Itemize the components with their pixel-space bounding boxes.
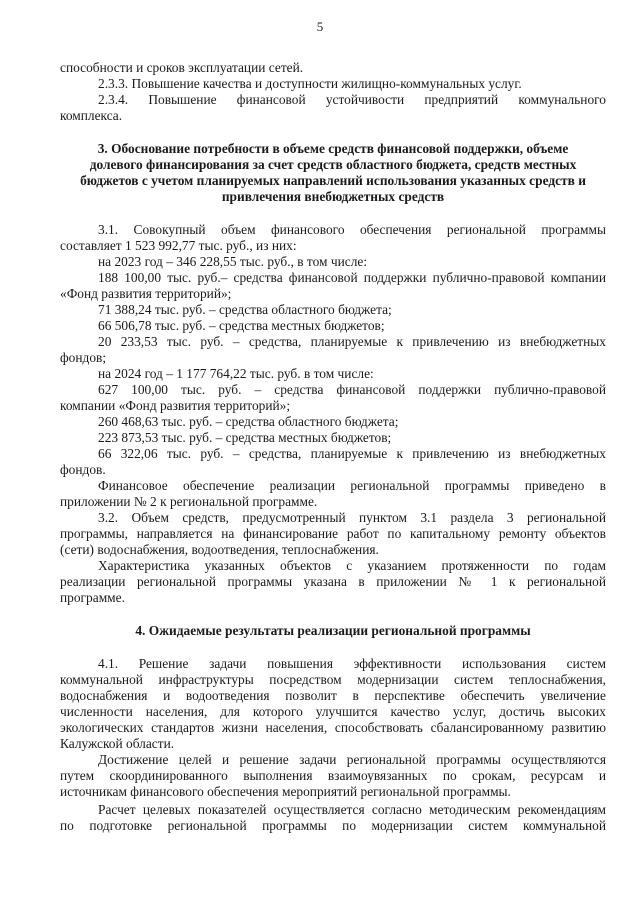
text-line: 66 322,06 тыс. руб. – средства, планируемые к привлечению из внебюджетных (98, 446, 606, 461)
text-line: Характеристика указанных объектов с указанием протяженности по годам (98, 558, 606, 573)
text-line: фондов; (60, 350, 107, 365)
text-line: Калужской области. (60, 736, 175, 751)
section-heading-line: 4. Ожидаемые результаты реализации региональной программы (135, 623, 531, 638)
text-line: составляет 1 523 992,77 тыс. руб., из них: (60, 238, 297, 253)
text-line: (сети) водоснабжения, водоотведения, теплоснабжения. (60, 542, 379, 557)
page-number: 5 (316, 19, 324, 34)
text-line: способности и сроков эксплуатации сетей. (60, 60, 304, 75)
text-line: 66 506,78 тыс. руб. – средства местных бюджетов; (98, 318, 385, 333)
text-line: источникам финансового обеспечения мероприятий региональной программы. (60, 784, 511, 799)
text-line: «Фонд развития территорий»; (60, 286, 232, 301)
text-line: экологических стандартов жизни населения, способствовать сбалансированному развитию (60, 720, 606, 735)
text-line: 20 233,53 тыс. руб. – средства, планируемые к привлечению из внебюджетных (98, 334, 606, 349)
text-line: Расчет целевых показателей осуществляется согласно методическим рекомендациям (98, 802, 606, 817)
text-line: фондов. (60, 462, 106, 477)
text-line: 2.3.4. Повышение финансовой устойчивости предприятий коммунального (98, 92, 606, 107)
text-line: 3.2. Объем средств, предусмотренный пунктом 3.1 раздела 3 региональной (98, 510, 606, 525)
text-line: реализации региональной программы указана в приложении № 1 к региональной (60, 574, 606, 589)
text-line: 4.1. Решение задачи повышения эффективности использования систем (98, 656, 606, 671)
text-line: численности населения, для которого улучшится качество услуг, достичь высоких (60, 704, 606, 719)
text-line: 71 388,24 тыс. руб. – средства областного бюджета; (98, 302, 392, 317)
text-line: 188 100,00 тыс. руб.– средства финансовой поддержки публично-правовой компании (98, 270, 606, 285)
section-heading-line: привлечения внебюджетных средств (221, 189, 445, 204)
section-heading-line: бюджетов с учетом планируемых направлений использования указанных средств и (80, 173, 586, 188)
text-line: водоснабжения и водоотведения позволит в перспективе обеспечить увеличение (60, 688, 606, 703)
text-line: 223 873,53 тыс. руб. – средства местных бюджетов; (98, 430, 392, 445)
text-line: на 2024 год – 1 177 764,22 тыс. руб. в том числе: (98, 366, 374, 381)
text-line: 627 100,00 тыс. руб. – средства финансовой поддержки публично-правовой (98, 382, 606, 397)
text-line: коммунальной инфраструктуры посредством модернизации систем теплоснабжения, (60, 672, 606, 687)
text-line: 2.3.3. Повышение качества и доступности жилищно-коммунальных услуг. (98, 76, 522, 91)
text-line: 260 468,63 тыс. руб. – средства областного бюджета; (98, 414, 399, 429)
text-line: на 2023 год – 346 228,55 тыс. руб., в том числе: (98, 254, 368, 269)
section-heading-line: 3. Обоснование потребности в объеме средств финансовой поддержки, объеме (97, 141, 569, 156)
text-line: комплекса. (60, 108, 123, 123)
text-line: приложении № 2 к региональной программе. (60, 494, 318, 509)
text-line: по подготовке региональной программы по модернизации систем коммунальной (60, 818, 606, 833)
text-line: Финансовое обеспечение реализации региональной программы приведено в (98, 478, 606, 493)
text-line: Достижение целей и решение задачи региональной программы осуществляются (98, 752, 606, 767)
text-line: путем скоординированного выполнения взаимоувязанных по срокам, ресурсам и (60, 768, 606, 783)
text-line: программе. (60, 590, 125, 605)
text-line: компании «Фонд развития территорий»; (60, 398, 291, 413)
text-line: программы, направляется на финансирование работ по капитальному ремонту объектов (60, 526, 606, 541)
text-line: 3.1. Совокупный объем финансового обеспечения региональной программы (98, 222, 606, 237)
section-heading-line: долевого финансирования за счет средств областного бюджета, средств местных (89, 157, 577, 172)
